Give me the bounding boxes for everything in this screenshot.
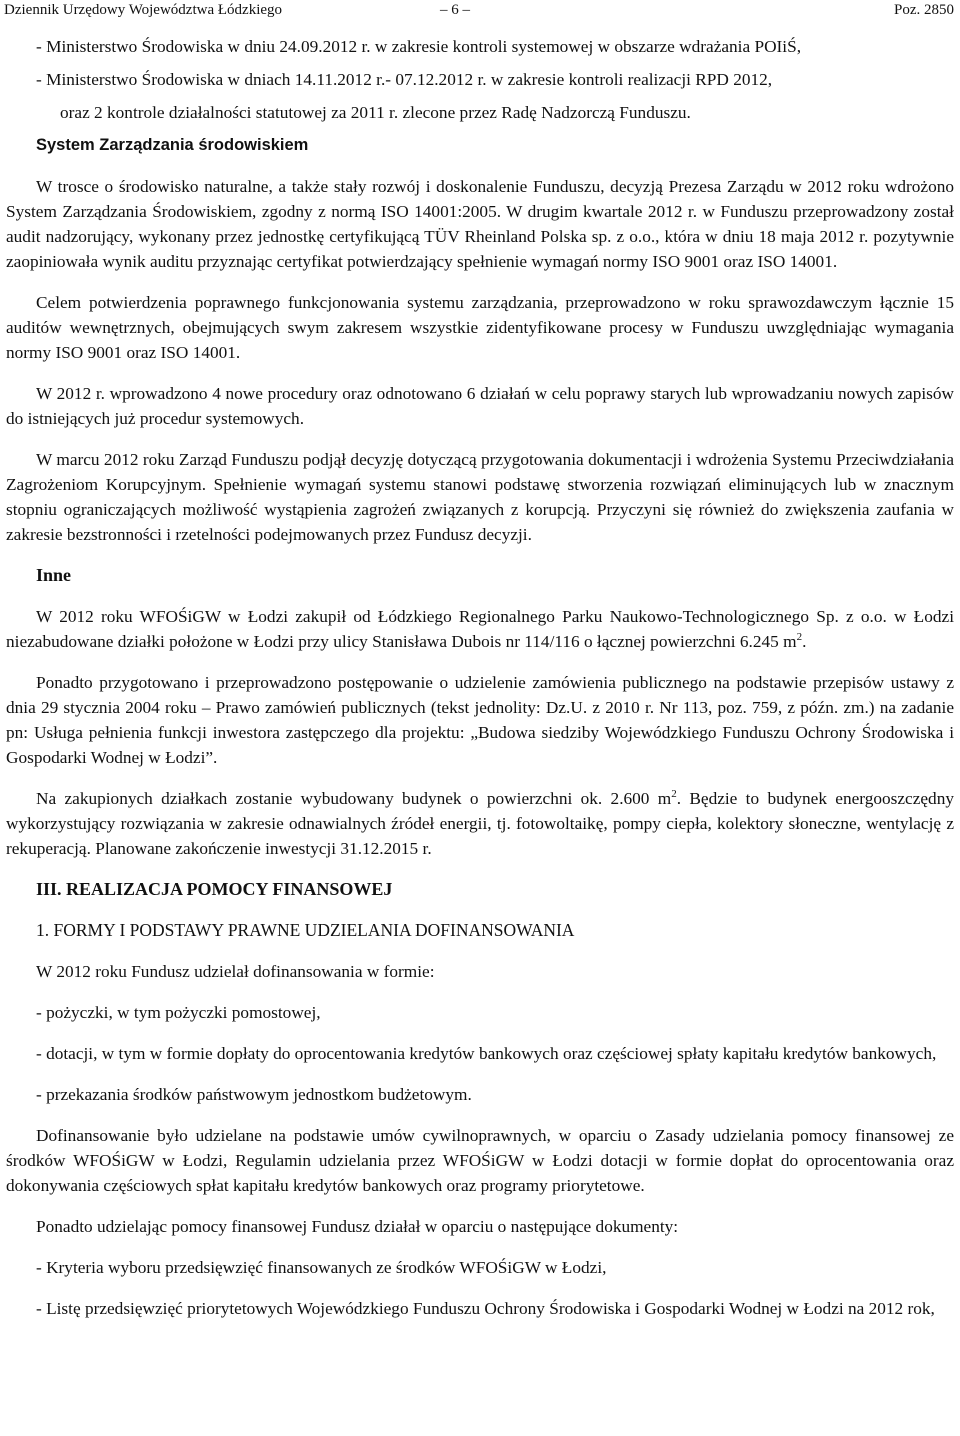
paragraph: oraz 2 kontrole działalności statutowej za 2011 r. zlecone przez Radę Nadzorczą Funduszu.: [60, 103, 691, 122]
position-number: Poz. 2850: [894, 2, 954, 18]
paragraph: W 2012 roku Fundusz udzielał dofinansowania w formie:: [36, 962, 435, 981]
list-item: - Listę przedsięwzięć priorytetowych Wojewódzkiego Funduszu Ochrony Środowiska i Gospodarki Wodnej w Łodzi na 2012 rok,: [36, 1299, 935, 1318]
chapter-heading: III. REALIZACJA POMOCY FINANSOWEJ: [36, 879, 393, 899]
paragraph: Dofinansowanie było udzielane na podstawie umów cywilnoprawnych, w oparciu o Zasady udzielania pomocy finansowej ze środków WFOŚiGW w Łodzi, Regulamin udzielania przez WFOŚiGW w Łodzi dotacji w formie dopłat do oprocentowania oraz dokonywania częściowych spłat kapitału kredytów bankowych oraz programy priorytetowe.: [6, 1126, 954, 1195]
paragraph: Na zakupionych działkach zostanie wybudowany budynek o powierzchni ok. 2.600 $m^2$. Będzie to budynek energooszczędny wykorzystujący rozwiązania w zakresie odnawialnych źródeł energii, tj. fotowoltaikę, pompy ciepła, kolektory słoneczne, wentylację z rekuperacją. Planowane zakończenie inwestycji 31.12.2015 r.: [6, 788, 954, 858]
list-item: - przekazania środków państwowym jednostkom budżetowym.: [36, 1085, 472, 1104]
paragraph: W 2012 roku WFOŚiGW w Łodzi zakupił od Łódzkiego Regionalnego Parku Naukowo-Technologicznego Sp. z o.o. w Łodzi niezabudowane działki położone w Łodzi przy ulicy Stanisława Dubois nr 114/116 o łącznej powierzchni 6.245 $m^2$.: [6, 607, 954, 651]
paragraph: Ponadto przygotowano i przeprowadzono postępowanie o udzielenie zamówienia publicznego na podstawie przepisów ustawy z dnia 29 stycznia 2004 roku – Prawo zamówień publicznych (tekst jednolity: Dz.U. z 2010 r. Nr 113, poz. 759, z późn. zm.) na zadanie pn: Usługa pełnienia funkcji inwestora zastępczego dla projektu: „Budowa siedziby Wojewódzkiego Funduszu Ochrony Środowiska i Gospodarki Wodnej w Łodzi”.: [6, 673, 954, 767]
paragraph: W trosce o środowisko naturalne, a także stały rozwój i doskonalenie Funduszu, decyzją Prezesa Zarządu w 2012 roku wdrożono System Zarządzania Środowiskiem, zgodny z normą ISO 14001:2005. W drugim kwartale 2012 r. w Funduszu przeprowadzony został audit nadzorujący, wykonany przez jednostkę certyfikującą TÜV Rheinland Polska sp. z o.o., która w dniu 18 maja 2012 r. pozytywnie zaopiniowała wynik auditu przyznając certyfikat potwierdzający spełnienie wymagań normy ISO 9001 oraz ISO 14001.: [6, 177, 954, 271]
section-heading: System Zarządzania środowiskiem: [36, 136, 309, 154]
list-item: - dotacji, w tym w formie dopłaty do oprocentowania kredytów bankowych oraz częściowej spłaty kapitału kredytów bankowych,: [36, 1044, 937, 1063]
journal-title: Dziennik Urzędowy Województwa Łódzkiego: [4, 2, 283, 18]
paragraph: W marcu 2012 roku Zarząd Funduszu podjął decyzję dotyczącą przygotowania dokumentacji i wdrożenia Systemu Przeciwdziałania Zagrożeniom Korupcyjnym. Spełnienie wymagań systemu stanowi podstawę stworzenia rozwiązań eliminujących lub w znacznym stopniu ograniczających możliwość wystąpienia zagrożeń związanych z korupcją. Przyczyni się również do zwiększenia zaufania w zakresie bezstronności i rzetelności podejmowanych przez Fundusz decyzji.: [6, 450, 954, 544]
page-header: [0, 0, 960, 20]
list-item: - Kryteria wyboru przedsięwzięć finansowanych ze środków WFOŚiGW w Łodzi,: [36, 1258, 607, 1277]
paragraph: Celem potwierdzenia poprawnego funkcjonowania systemu zarządzania, przeprowadzono w roku sprawozdawczym łącznie 15 auditów wewnętrznych, obejmujących swym zakresem wszystkie zidentyfikowane procesy w Funduszu uwzględniając wymagania normy ISO 9001 oraz ISO 14001.: [6, 293, 954, 362]
paragraph: W 2012 r. wprowadzono 4 nowe procedury oraz odnotowano 6 działań w celu poprawy starych lub wprowadzaniu nowych zapisów do istniejących już procedur systemowych.: [6, 384, 954, 428]
paragraph: - Ministerstwo Środowiska w dniu 24.09.2012 r. w zakresie kontroli systemowej w obszarze wdrażania POIiŚ,: [36, 37, 802, 56]
list-item: - pożyczki, w tym pożyczki pomostowej,: [36, 1003, 321, 1022]
paragraph: Ponadto udzielając pomocy finansowej Fundusz działał w oparciu o następujące dokumenty:: [36, 1217, 679, 1236]
paragraph: - Ministerstwo Środowiska w dniach 14.11.2012 r.- 07.12.2012 r. w zakresie kontroli realizacji RPD 2012,: [36, 70, 773, 89]
page-number: – 6 –: [440, 2, 470, 18]
document-body: [6, 34, 954, 1321]
section-heading: Inne: [36, 565, 72, 585]
subsection-heading: 1. FORMY I PODSTAWY PRAWNE UDZIELANIA DOFINANSOWANIA: [36, 920, 575, 940]
